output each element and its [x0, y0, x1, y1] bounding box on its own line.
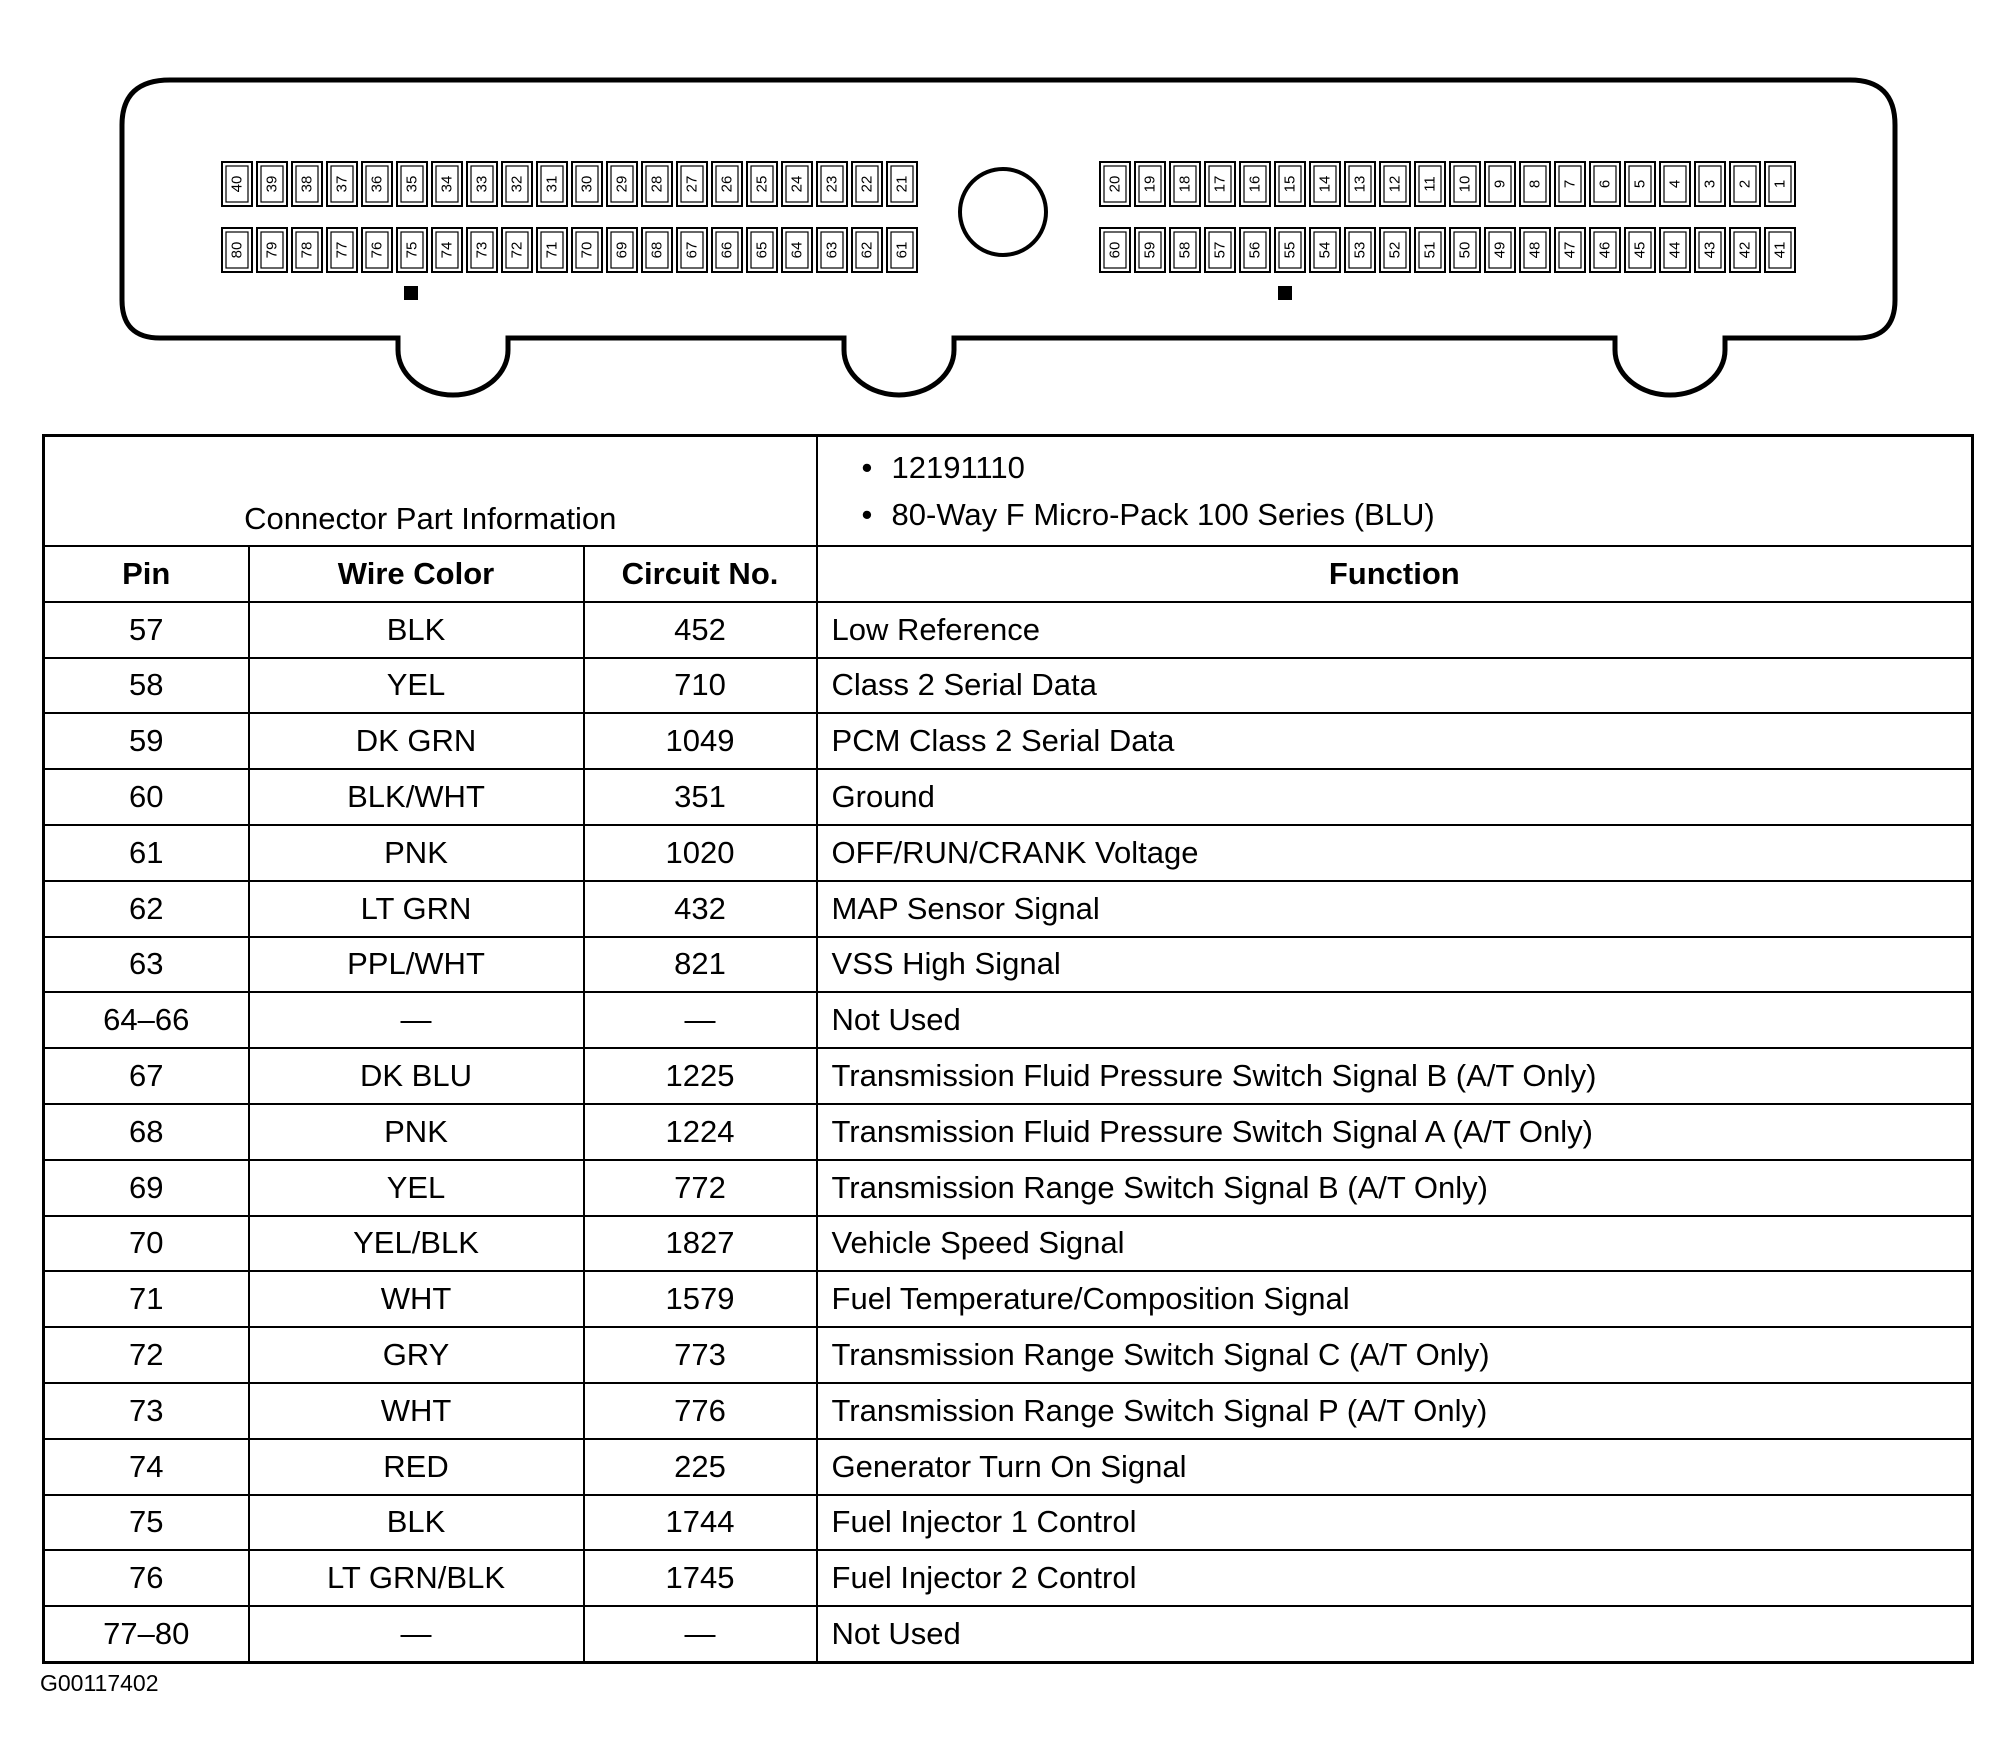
function-cell: Low Reference	[817, 602, 1973, 658]
wire-color-cell: YEL	[249, 1160, 584, 1216]
connector-pin	[1205, 228, 1235, 272]
pin-cell: 76	[44, 1550, 249, 1606]
pin-number-label: 71	[543, 241, 561, 259]
circuit-cell: 776	[584, 1383, 817, 1439]
pin-cell: 62	[44, 881, 249, 937]
connector-pin	[817, 162, 847, 206]
pin-number-label: 63	[823, 241, 841, 259]
circuit-cell: 225	[584, 1439, 817, 1495]
pin-number-label: 23	[823, 175, 841, 193]
circuit-cell: 1579	[584, 1271, 817, 1327]
connector-pin	[1765, 228, 1795, 272]
connector-pin	[1415, 162, 1445, 206]
pin-number-label: 70	[578, 241, 596, 259]
pin-number-label: 72	[508, 241, 526, 259]
connector-pin	[712, 228, 742, 272]
circuit-cell: —	[584, 992, 817, 1048]
pin-number-label: 48	[1526, 241, 1544, 259]
pin-75-marker	[404, 286, 418, 300]
header-wire-color: Wire Color	[249, 546, 584, 602]
function-cell: Transmission Range Switch Signal P (A/T Only)	[817, 1383, 1973, 1439]
connector-diagram	[0, 0, 2007, 420]
connector-pin	[1765, 162, 1795, 206]
circuit-cell: 773	[584, 1327, 817, 1383]
table-row	[44, 1439, 1973, 1495]
circuit-cell: 1020	[584, 825, 817, 881]
function-cell: Fuel Injector 1 Control	[817, 1495, 1973, 1551]
function-cell: MAP Sensor Signal	[817, 881, 1973, 937]
circuit-cell: —	[584, 1606, 817, 1662]
pin-cell: 59	[44, 713, 249, 769]
table-row	[44, 1383, 1973, 1439]
connector-pin	[432, 162, 462, 206]
connector-pin	[327, 162, 357, 206]
pin-cell: 58	[44, 658, 249, 714]
connector-pin	[817, 228, 847, 272]
pin-number-label: 3	[1701, 179, 1719, 189]
pin-number-label: 42	[1736, 241, 1754, 259]
connector-pin	[1695, 228, 1725, 272]
pin-number-label: 59	[1141, 241, 1159, 259]
pin-cell: 64–66	[44, 992, 249, 1048]
connector-pin	[1100, 162, 1130, 206]
connector-pin	[362, 228, 392, 272]
part-info-list	[817, 436, 1973, 547]
pin-cell: 63	[44, 937, 249, 993]
connector-pin	[222, 162, 252, 206]
connector-pin	[1625, 162, 1655, 206]
connector-pin	[1555, 228, 1585, 272]
pin-cell: 75	[44, 1495, 249, 1551]
pin-number-label: 32	[508, 175, 526, 193]
circuit-cell: 432	[584, 881, 817, 937]
circuit-cell: 710	[584, 658, 817, 714]
pin-number-label: 12	[1386, 175, 1404, 193]
connector-pin	[1100, 228, 1130, 272]
connector-pin	[1380, 162, 1410, 206]
wire-color-cell: YEL/BLK	[249, 1216, 584, 1272]
connector-pin	[1450, 162, 1480, 206]
pin-number-label: 26	[718, 175, 736, 193]
circuit-cell: 1224	[584, 1104, 817, 1160]
connector-center-hole	[960, 169, 1046, 255]
table-row	[44, 937, 1973, 993]
connector-pin	[712, 162, 742, 206]
figure-id: G00117402	[40, 1670, 159, 1696]
connector-pin	[1380, 228, 1410, 272]
pin-number-label: 6	[1596, 179, 1614, 189]
connector-pin	[327, 228, 357, 272]
pin-number-label: 4	[1666, 179, 1684, 189]
connector-pin	[1310, 228, 1340, 272]
pin-number-label: 13	[1351, 175, 1369, 193]
connector-pin	[432, 228, 462, 272]
function-cell: Generator Turn On Signal	[817, 1439, 1973, 1495]
connector-pin	[362, 162, 392, 206]
pin-number-label: 2	[1736, 179, 1754, 189]
table-row	[44, 769, 1973, 825]
pin-number-label: 39	[263, 175, 281, 193]
pin-number-label: 11	[1421, 176, 1439, 192]
wire-color-cell: LT GRN	[249, 881, 584, 937]
table-row	[44, 658, 1973, 714]
pin-number-label: 73	[473, 241, 491, 259]
wire-color-cell: DK BLU	[249, 1048, 584, 1104]
wire-color-cell: YEL	[249, 658, 584, 714]
part-info-row	[44, 436, 1973, 547]
pin-number-label: 34	[438, 175, 456, 193]
connector-pin	[572, 162, 602, 206]
connector-pin	[1520, 162, 1550, 206]
pin-number-label: 77	[333, 241, 351, 259]
connector-pin	[292, 162, 322, 206]
connector-pin	[1485, 228, 1515, 272]
wire-color-cell: PPL/WHT	[249, 937, 584, 993]
connector-pin	[397, 228, 427, 272]
header-circuit-no: Circuit No.	[584, 546, 817, 602]
pin-number-label: 45	[1631, 241, 1649, 259]
connector-pin	[642, 162, 672, 206]
pin-number-label: 80	[228, 241, 246, 259]
pin-number-label: 38	[298, 175, 316, 193]
connector-pin	[852, 162, 882, 206]
pin-cell: 68	[44, 1104, 249, 1160]
connector-pin	[397, 162, 427, 206]
pin-number-label: 78	[298, 241, 316, 259]
pin-number-label: 30	[578, 175, 596, 193]
connector-pin	[747, 162, 777, 206]
pin-number-label: 46	[1596, 241, 1614, 259]
connector-pin	[642, 228, 672, 272]
function-cell: OFF/RUN/CRANK Voltage	[817, 825, 1973, 881]
part-description: 80-Way F Micro-Pack 100 Series (BLU)	[891, 497, 1435, 532]
pin-number-label: 27	[683, 175, 701, 193]
wire-color-cell: WHT	[249, 1271, 584, 1327]
pin-55-marker	[1278, 286, 1292, 300]
connector-pin	[1345, 162, 1375, 206]
table-row	[44, 1271, 1973, 1327]
pin-row-bottom-right	[1100, 228, 1795, 272]
connector-pin	[1310, 162, 1340, 206]
pin-number-label: 15	[1281, 175, 1299, 193]
table-row	[44, 1550, 1973, 1606]
function-cell: VSS High Signal	[817, 937, 1973, 993]
pin-number-label: 52	[1386, 241, 1404, 259]
pin-number-label: 7	[1561, 179, 1579, 189]
table-row	[44, 1216, 1973, 1272]
connector-pin	[257, 162, 287, 206]
connector-pin	[222, 228, 252, 272]
connector-pin	[677, 228, 707, 272]
function-cell: Not Used	[817, 992, 1973, 1048]
function-cell: Fuel Temperature/Composition Signal	[817, 1271, 1973, 1327]
connector-pin	[1485, 162, 1515, 206]
pin-number-label: 40	[228, 175, 246, 193]
pin-number-label: 69	[613, 241, 631, 259]
circuit-cell: 351	[584, 769, 817, 825]
connector-pin	[537, 162, 567, 206]
pin-row-top-right	[1100, 162, 1795, 206]
pin-number-label: 31	[543, 175, 561, 193]
wire-color-cell: BLK	[249, 602, 584, 658]
pin-number-label: 9	[1491, 179, 1509, 189]
pin-number-label: 54	[1316, 241, 1334, 259]
pin-cell: 71	[44, 1271, 249, 1327]
pin-number-label: 10	[1456, 175, 1474, 193]
connector-pin	[1555, 162, 1585, 206]
function-cell: Transmission Range Switch Signal C (A/T Only)	[817, 1327, 1973, 1383]
connector-pin	[502, 228, 532, 272]
pin-number-label: 41	[1771, 241, 1789, 259]
pin-number-label: 47	[1561, 241, 1579, 259]
connector-pin	[852, 228, 882, 272]
pin-number-label: 55	[1281, 241, 1299, 259]
pin-number-label: 67	[683, 241, 701, 259]
connector-pin	[1660, 162, 1690, 206]
connector-pin	[1520, 228, 1550, 272]
pin-number-label: 28	[648, 175, 666, 193]
wire-color-cell: PNK	[249, 1104, 584, 1160]
pin-cell: 67	[44, 1048, 249, 1104]
pin-number-label: 51	[1421, 241, 1439, 259]
pin-number-label: 62	[858, 241, 876, 259]
circuit-cell: 1744	[584, 1495, 817, 1551]
pin-number-label: 44	[1666, 241, 1684, 259]
pin-number-label: 65	[753, 241, 771, 259]
connector-pin	[887, 228, 917, 272]
pin-number-label: 56	[1246, 241, 1264, 259]
pin-number-label: 75	[403, 241, 421, 259]
connector-pin	[1170, 162, 1200, 206]
connector-pin	[1345, 228, 1375, 272]
bullet-icon: •	[861, 497, 873, 532]
function-cell: PCM Class 2 Serial Data	[817, 713, 1973, 769]
table-row	[44, 1048, 1973, 1104]
pin-number-label: 76	[368, 241, 386, 259]
table-row	[44, 992, 1973, 1048]
connector-pin	[502, 162, 532, 206]
connector-pin	[572, 228, 602, 272]
pin-row-bottom-left	[222, 228, 917, 272]
pin-number-label: 25	[753, 175, 771, 193]
part-number-item	[862, 444, 1971, 491]
function-cell: Class 2 Serial Data	[817, 658, 1973, 714]
connector-pin	[1415, 228, 1445, 272]
wire-color-cell: PNK	[249, 825, 584, 881]
pin-number-label: 37	[333, 175, 351, 193]
connector-pin	[1275, 228, 1305, 272]
pin-number-label: 58	[1176, 241, 1194, 259]
function-cell: Ground	[817, 769, 1973, 825]
table-header-row	[44, 546, 1973, 602]
pin-number-label: 68	[648, 241, 666, 259]
pin-number-label: 64	[788, 241, 806, 259]
pin-cell: 61	[44, 825, 249, 881]
connector-pin	[257, 228, 287, 272]
connector-pin	[467, 228, 497, 272]
header-function: Function	[817, 546, 1973, 602]
wire-color-cell: LT GRN/BLK	[249, 1550, 584, 1606]
pin-number-label: 61	[893, 241, 911, 259]
connector-pin	[1590, 162, 1620, 206]
connector-pin	[782, 228, 812, 272]
pin-number-label: 53	[1351, 241, 1369, 259]
circuit-cell: 1745	[584, 1550, 817, 1606]
pin-number-label: 24	[788, 175, 806, 193]
connector-pin	[887, 162, 917, 206]
connector-pin	[1590, 228, 1620, 272]
wire-color-cell: BLK	[249, 1495, 584, 1551]
pin-cell: 69	[44, 1160, 249, 1216]
connector-pin	[677, 162, 707, 206]
connector-pin	[292, 228, 322, 272]
pin-number-label: 36	[368, 175, 386, 193]
wire-color-cell: —	[249, 992, 584, 1048]
wire-color-cell: BLK/WHT	[249, 769, 584, 825]
pin-number-label: 60	[1106, 241, 1124, 259]
connector-pin	[1240, 228, 1270, 272]
pin-number-label: 19	[1141, 175, 1159, 193]
part-description-item	[862, 491, 1971, 538]
wire-color-cell: —	[249, 1606, 584, 1662]
connector-pin	[1275, 162, 1305, 206]
header-pin: Pin	[44, 546, 249, 602]
circuit-cell: 1225	[584, 1048, 817, 1104]
circuit-cell: 821	[584, 937, 817, 993]
pin-number-label: 33	[473, 175, 491, 193]
connector-pin	[1730, 228, 1760, 272]
part-number: 12191110	[891, 450, 1025, 485]
function-cell: Fuel Injector 2 Control	[817, 1550, 1973, 1606]
connector-pin	[1625, 228, 1655, 272]
connector-pin	[1205, 162, 1235, 206]
pin-cell: 57	[44, 602, 249, 658]
pin-cell: 77–80	[44, 1606, 249, 1662]
table-row	[44, 881, 1973, 937]
circuit-cell: 772	[584, 1160, 817, 1216]
connector-pin	[1135, 162, 1165, 206]
circuit-cell: 1049	[584, 713, 817, 769]
pin-number-label: 49	[1491, 241, 1509, 259]
pin-number-label: 20	[1106, 175, 1124, 193]
table-body	[44, 602, 1973, 1663]
connector-pin	[747, 228, 777, 272]
connector-pin	[1135, 228, 1165, 272]
pin-number-label: 43	[1701, 241, 1719, 259]
circuit-cell: 452	[584, 602, 817, 658]
pin-cell: 60	[44, 769, 249, 825]
wire-color-cell: DK GRN	[249, 713, 584, 769]
pin-number-label: 50	[1456, 241, 1474, 259]
connector-pin	[1730, 162, 1760, 206]
function-cell: Transmission Fluid Pressure Switch Signal B (A/T Only)	[817, 1048, 1973, 1104]
pin-number-label: 22	[858, 175, 876, 193]
connector-pin	[607, 228, 637, 272]
connector-pin	[1660, 228, 1690, 272]
pin-number-label: 79	[263, 241, 281, 259]
table-row	[44, 1160, 1973, 1216]
pin-number-label: 21	[893, 175, 911, 193]
wire-color-cell: WHT	[249, 1383, 584, 1439]
table-row	[44, 1327, 1973, 1383]
wire-color-cell: GRY	[249, 1327, 584, 1383]
connector-pin	[607, 162, 637, 206]
table-row	[44, 1104, 1973, 1160]
pin-number-label: 8	[1526, 179, 1544, 189]
connector-pin	[537, 228, 567, 272]
pin-number-label: 66	[718, 241, 736, 259]
pin-number-label: 18	[1176, 175, 1194, 193]
connector-pin	[1240, 162, 1270, 206]
pin-cell: 74	[44, 1439, 249, 1495]
part-info-label: Connector Part Information	[44, 436, 817, 547]
pin-cell: 72	[44, 1327, 249, 1383]
wire-color-cell: RED	[249, 1439, 584, 1495]
pin-number-label: 16	[1246, 175, 1264, 193]
connector-pin	[1450, 228, 1480, 272]
function-cell: Not Used	[817, 1606, 1973, 1662]
connector-pin	[1695, 162, 1725, 206]
table-row	[44, 825, 1973, 881]
table-row	[44, 1495, 1973, 1551]
function-cell: Transmission Range Switch Signal B (A/T Only)	[817, 1160, 1973, 1216]
connector-pin	[782, 162, 812, 206]
pinout-table	[42, 434, 1974, 1664]
pin-number-label: 29	[613, 175, 631, 193]
function-cell: Transmission Fluid Pressure Switch Signal A (A/T Only)	[817, 1104, 1973, 1160]
pin-row-top-left	[222, 162, 917, 206]
table-row	[44, 713, 1973, 769]
pin-number-label: 57	[1211, 241, 1229, 259]
function-cell: Vehicle Speed Signal	[817, 1216, 1973, 1272]
pin-number-label: 35	[403, 175, 421, 193]
pin-cell: 73	[44, 1383, 249, 1439]
circuit-cell: 1827	[584, 1216, 817, 1272]
pin-number-label: 74	[438, 241, 456, 259]
connector-pin	[467, 162, 497, 206]
bullet-icon: •	[861, 450, 873, 485]
table-row	[44, 602, 1973, 658]
pin-number-label: 17	[1211, 175, 1229, 193]
pin-cell: 70	[44, 1216, 249, 1272]
connector-pin	[1170, 228, 1200, 272]
pin-number-label: 1	[1771, 179, 1789, 189]
pin-number-label: 14	[1316, 175, 1334, 193]
table-row	[44, 1606, 1973, 1662]
pin-number-label: 5	[1631, 179, 1649, 189]
